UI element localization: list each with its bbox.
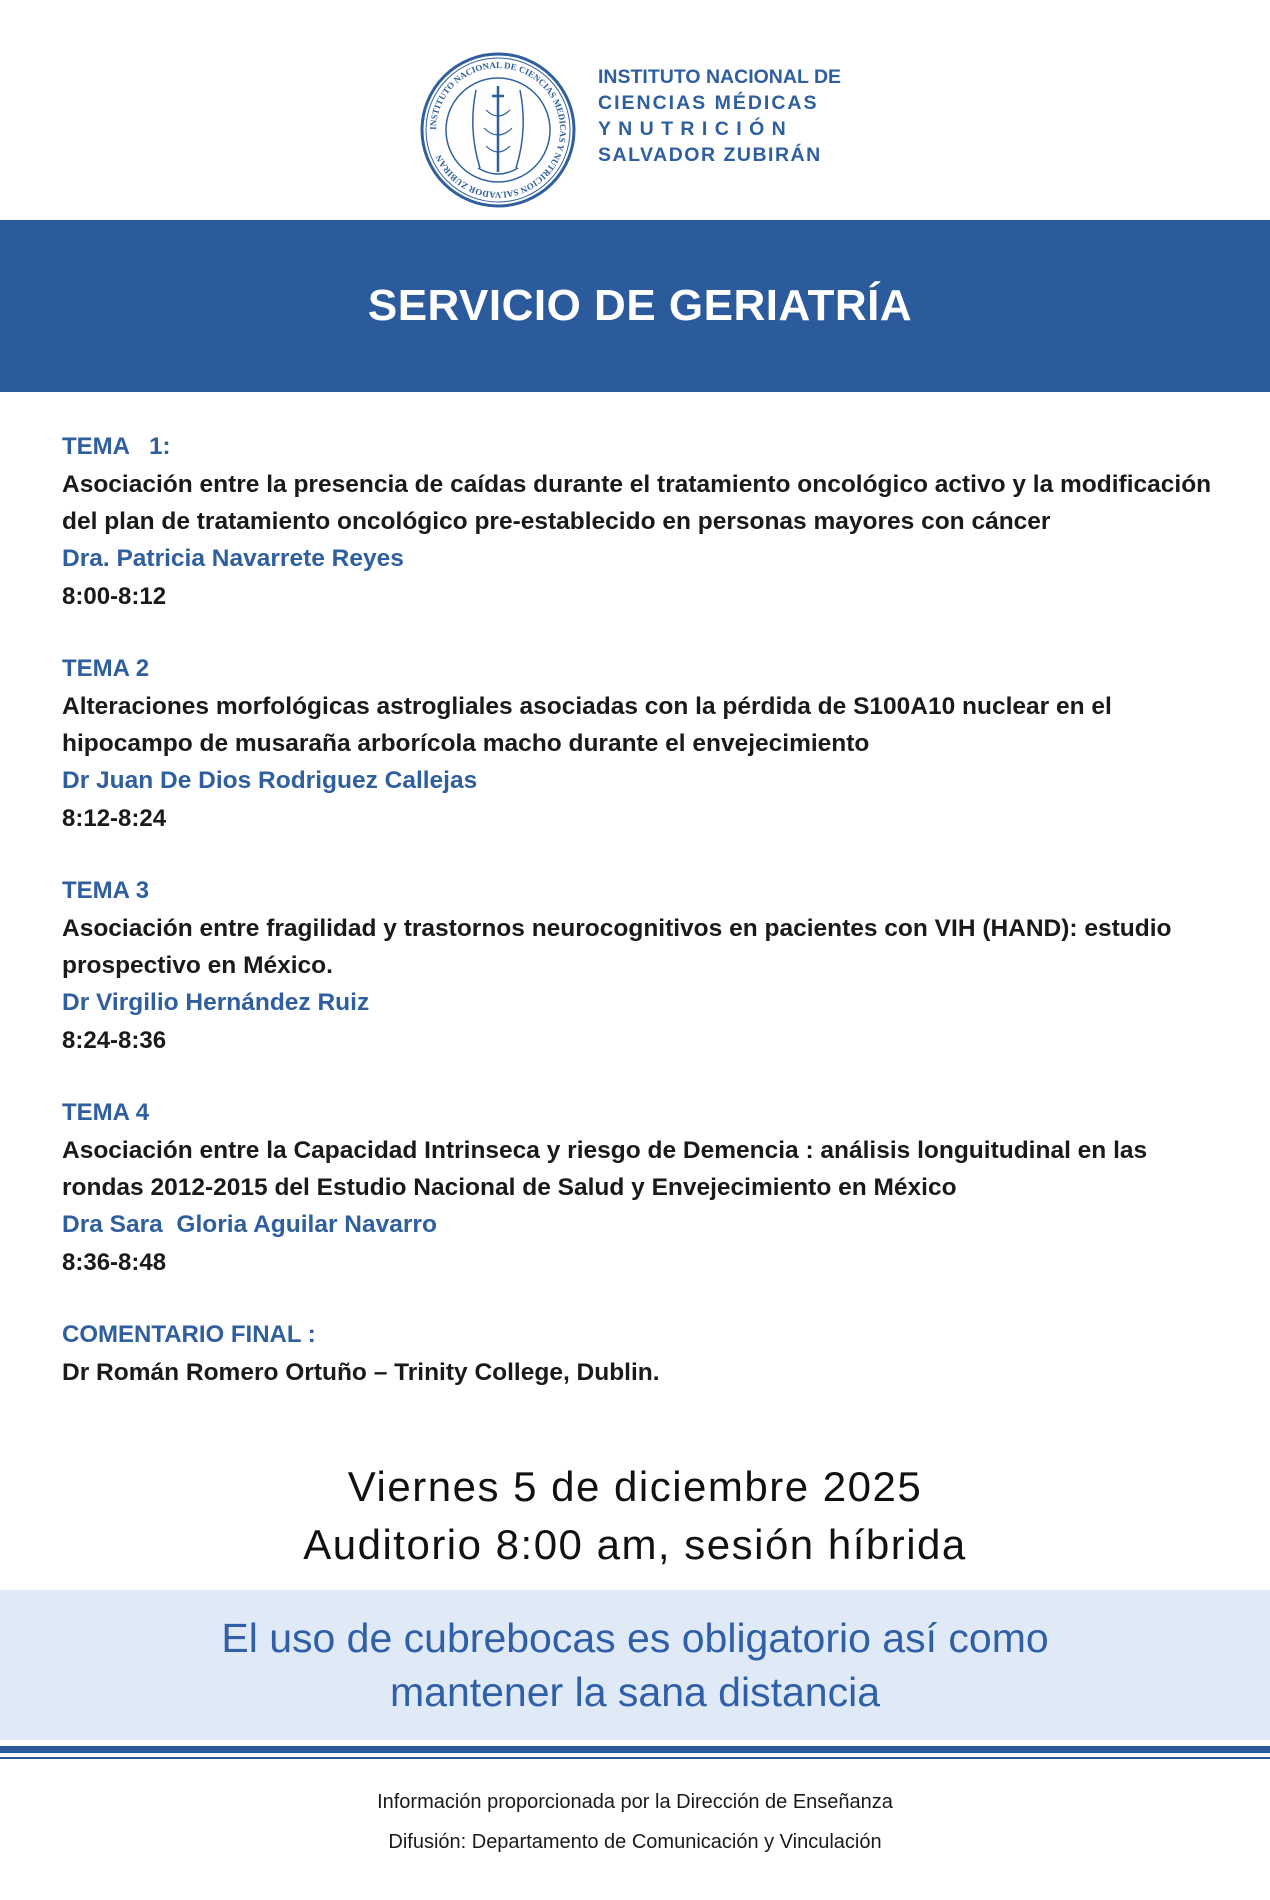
program-list — [62, 428, 1232, 1426]
topic-speaker: Dr Virgilio Hernández Ruiz — [62, 989, 370, 1016]
footer — [0, 1782, 1270, 1862]
topic-label: TEMA 3 — [62, 877, 150, 904]
topic-title: Alteraciones morfológicas astrogliales asociadas con la pérdida de S100A10 nuclear en el hipocampo de musaraña arborícola macho durante el envejecimiento — [62, 693, 1112, 757]
event-venue: Auditorio 8:00 am, sesión híbrida — [303, 1521, 967, 1568]
divider — [0, 1746, 1270, 1753]
header — [0, 0, 1270, 220]
event-date: Viernes 5 de diciembre 2025 — [347, 1463, 923, 1510]
topic-label: TEMA 2 — [62, 655, 150, 682]
topic-speaker: Dra. Patricia Navarrete Reyes — [62, 545, 404, 572]
topic-4 — [62, 1094, 1232, 1282]
footer-diffusion: Difusión: Departamento de Comunicación y Vinculación — [388, 1831, 882, 1853]
footer-source: Información proporcionada por la Dirección de Enseñanza — [377, 1791, 893, 1813]
topic-title: Asociación entre la presencia de caídas durante el tratamiento oncológico activo y la modificación del plan de tratamiento oncológico pre-establecido en personas mayores con cáncer — [62, 471, 1212, 535]
institution-seal-icon — [418, 50, 578, 210]
topic-time: 8:36-8:48 — [62, 1249, 167, 1276]
institution-name — [598, 64, 841, 168]
institution-name-line: SALVADOR ZUBIRÁN — [598, 144, 822, 166]
notice-line: El uso de cubrebocas es obligatorio así como — [221, 1615, 1049, 1661]
topic-3 — [62, 872, 1232, 1060]
topic-label: TEMA 4 — [62, 1099, 150, 1126]
notice-line: mantener la sana distancia — [389, 1669, 881, 1715]
topic-1 — [62, 428, 1232, 616]
final-comment-text: Dr Román Romero Ortuño – Trinity College, Dublin. — [62, 1359, 660, 1386]
topic-time: 8:24-8:36 — [62, 1027, 167, 1054]
final-comment-label: COMENTARIO FINAL : — [62, 1321, 316, 1348]
institution-name-line: CIENCIAS MÉDICAS — [598, 92, 819, 114]
page-title: SERVICIO DE GERIATRÍA — [367, 281, 913, 330]
topic-2 — [62, 650, 1232, 838]
topic-time: 8:12-8:24 — [62, 805, 167, 832]
topic-label: TEMA 1: — [62, 433, 171, 460]
topic-speaker: Dra Sara Gloria Aguilar Navarro — [62, 1211, 437, 1238]
event-info — [0, 1458, 1270, 1574]
topic-time: 8:00-8:12 — [62, 583, 167, 610]
institution-name-line: Y N U T R I C I Ó N — [598, 118, 787, 140]
final-comment — [62, 1316, 1232, 1392]
topic-title: Asociación entre fragilidad y trastornos neurocognitivos en pacientes con VIH (HAND): estudio prospectivo en México. — [62, 915, 1172, 979]
service-banner — [0, 220, 1270, 392]
divider — [0, 1757, 1270, 1759]
topic-speaker: Dr Juan De Dios Rodriguez Callejas — [62, 767, 478, 794]
institution-name-line: INSTITUTO NACIONAL DE — [598, 66, 842, 88]
mask-notice — [0, 1590, 1270, 1740]
svg-text:INSTITUTO NACIONAL DE CIENCIAS: INSTITUTO NACIONAL DE CIENCIAS MEDICAS Y NUTRICION SALVADOR ZUBIRAN — [427, 59, 569, 201]
institution-logo — [418, 50, 858, 210]
topic-title: Asociación entre la Capacidad Intrinseca y riesgo de Demencia : análisis longuitudinal en las rondas 2012-2015 del Estudio Nacional de Salud y Envejecimiento en México — [62, 1137, 1148, 1201]
